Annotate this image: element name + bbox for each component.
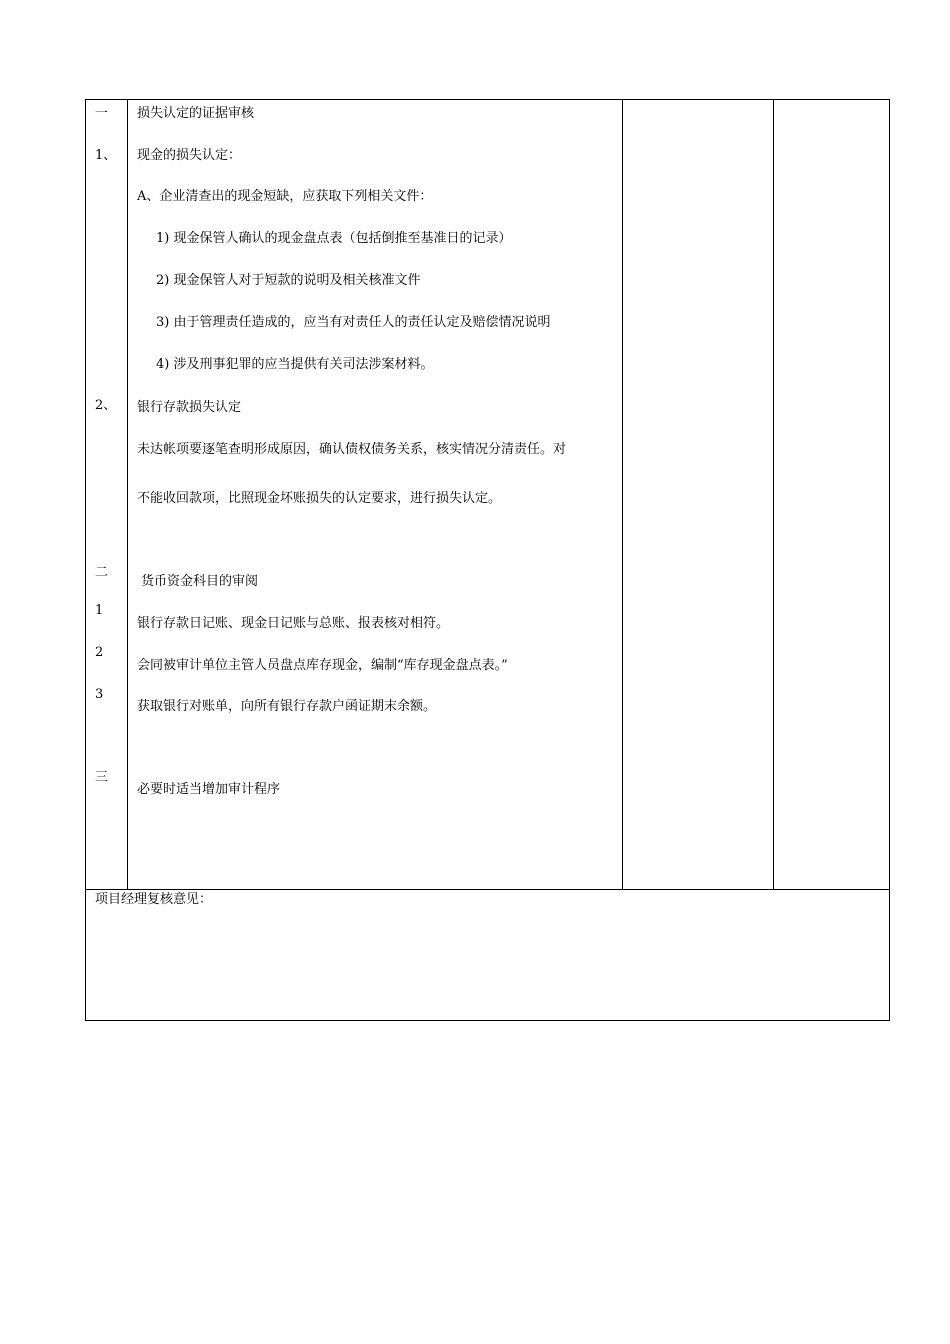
item-number-1-2: 2、: [95, 398, 117, 413]
item-number-1-1: 1、: [95, 148, 117, 163]
section-number-1: 一: [95, 106, 109, 121]
bank-loss-text-line-2: 不能收回款项，比照现金坏账损失的认定要求，进行损失认定。: [137, 491, 502, 506]
item-number-2-3: 3: [95, 687, 104, 702]
section-1-title: 损失认定的证据审核: [137, 106, 255, 121]
section-number-2: 二: [95, 565, 109, 580]
cash-loss-title: 现金的损失认定：: [137, 148, 242, 163]
section-3-title: 必要时适当增加审计程序: [137, 782, 281, 797]
review-opinion-label: 项目经理复核意见：: [95, 892, 213, 907]
item-number-2-2: 2: [95, 645, 104, 660]
section-2-item-3: 获取银行对账单，向所有银行存款户函证期末余额。: [137, 699, 437, 714]
column-divider: [622, 100, 623, 889]
audit-procedure-table: [85, 99, 890, 1021]
column-divider: [127, 100, 128, 889]
bank-loss-text-line-1: 未达帐项要逐笔查明形成原因，确认债权债务关系，核实情况分清责任。对: [137, 442, 567, 457]
section-number-3: 三: [95, 770, 109, 785]
section-2-item-2: 会同被审计单位主管人员盘点库存现金，编制“库存现金盘点表。”: [137, 658, 508, 673]
section-2-title: 货币资金科目的审阅: [141, 574, 259, 589]
section-2-item-1: 银行存款日记账、现金日记账与总账、报表核对相符。: [137, 616, 450, 631]
cash-doc-item-2: 2) 现金保管人对于短款的说明及相关核准文件: [156, 273, 421, 288]
bank-loss-title: 银行存款损失认定: [137, 400, 242, 415]
item-number-2-1: 1: [95, 603, 104, 618]
row-divider: [86, 889, 889, 890]
cash-doc-item-1: 1) 现金保管人确认的现金盘点表（包括倒推至基准日的记录）: [156, 231, 512, 246]
cash-doc-item-3: 3) 由于管理责任造成的，应当有对责任人的责任认定及赔偿情况说明: [156, 315, 551, 330]
cash-shortage-text: A、企业清查出的现金短缺，应获取下列相关文件：: [137, 189, 433, 204]
cash-doc-item-4: 4) 涉及刑事犯罪的应当提供有关司法涉案材料。: [156, 357, 434, 372]
column-divider: [773, 100, 774, 889]
